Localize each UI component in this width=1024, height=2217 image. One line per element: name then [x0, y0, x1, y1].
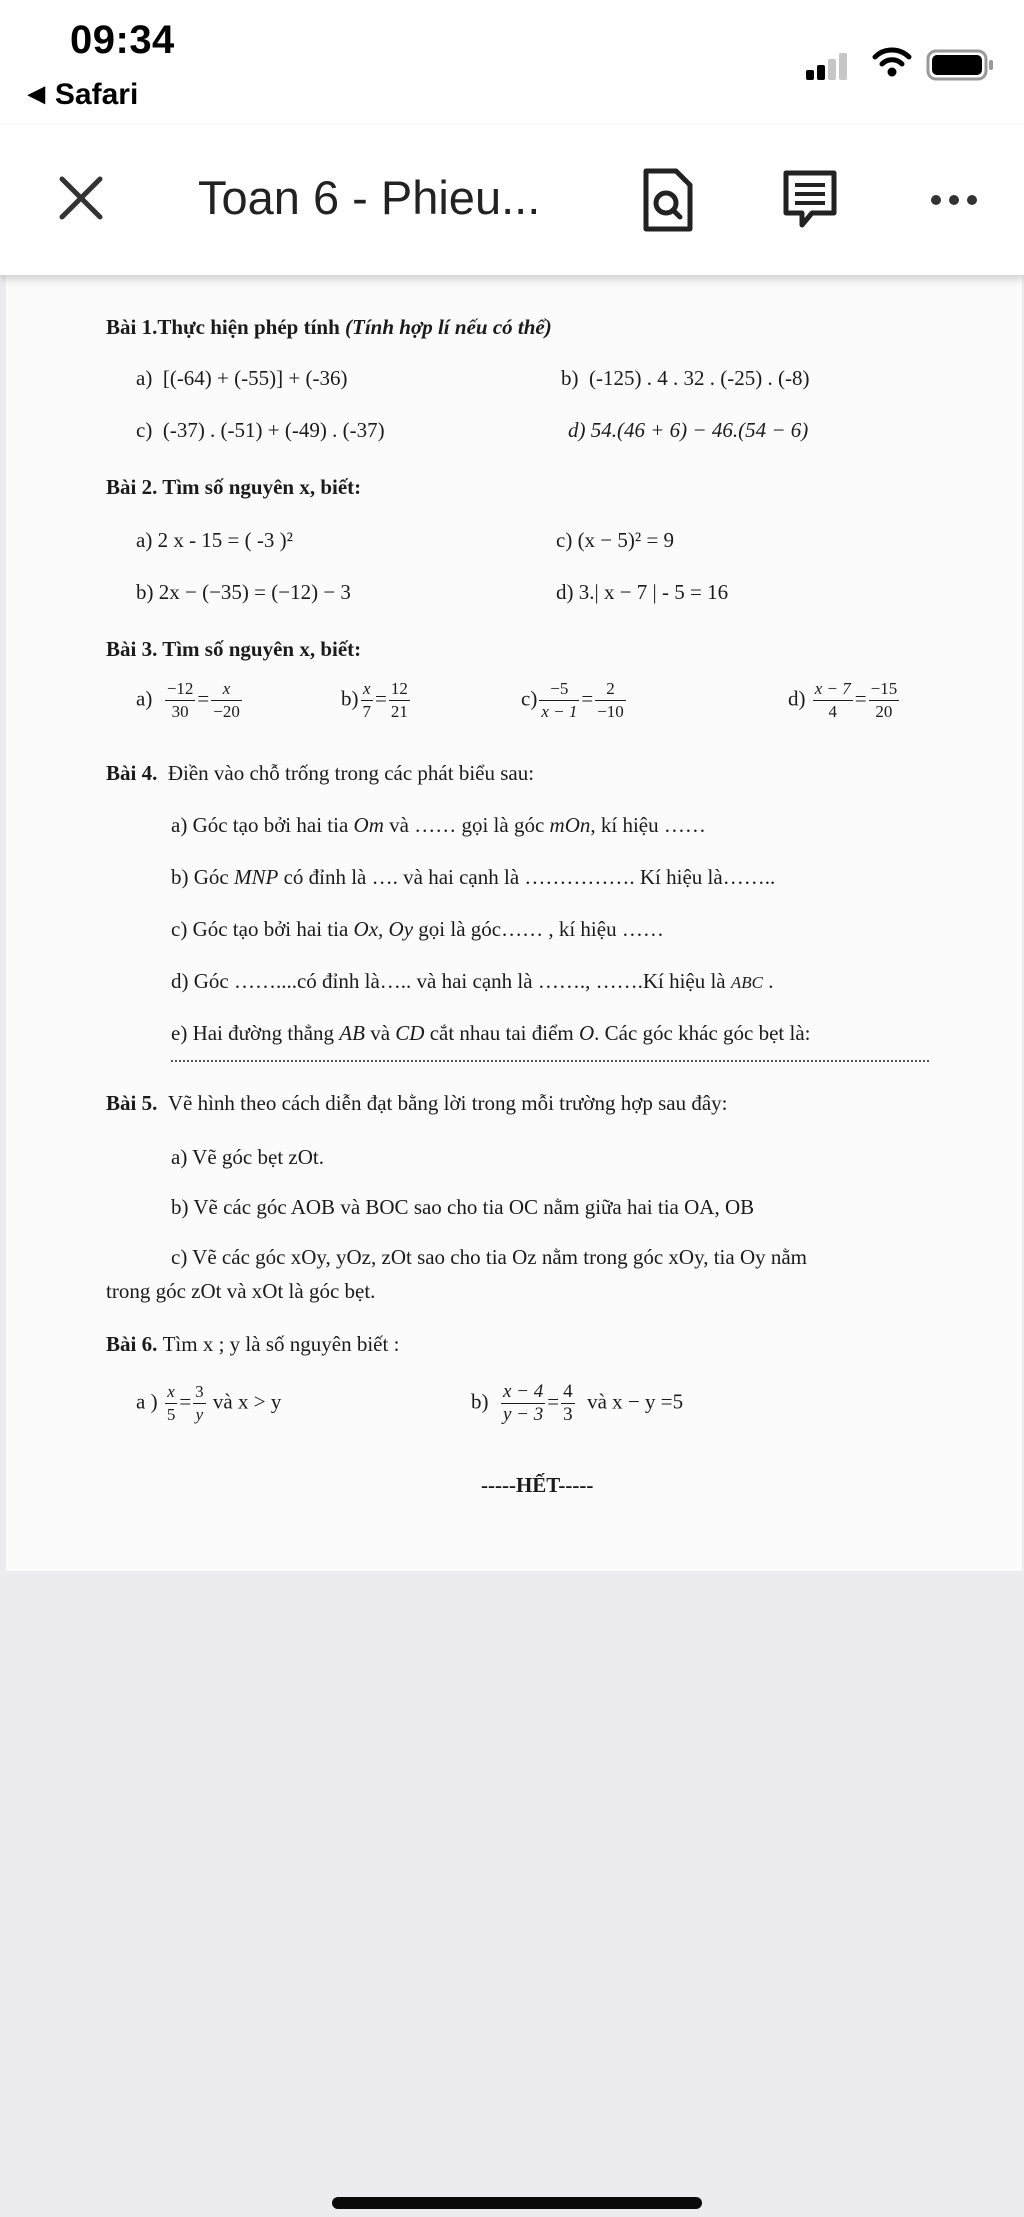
- end-marker: -----HẾT-----: [481, 1473, 594, 1497]
- bai2-d: d) 3.| x − 7 | - 5 = 16: [556, 580, 729, 604]
- wifi-icon: [872, 46, 912, 78]
- bai4-a: a) Góc tạo bởi hai tia Om và …… gọi là góc mOn, kí hiệu ……: [171, 813, 706, 837]
- bai2-heading: Bài 2. Tìm số nguyên x, biết:: [106, 475, 362, 499]
- bai6-heading: Bài 6. Tìm x ; y là số nguyên biết :: [106, 1332, 400, 1356]
- close-icon[interactable]: [50, 167, 114, 231]
- bai4-c: c) Góc tạo bởi hai tia Ox, Oy gọi là góc…… , kí hiệu ……: [171, 917, 664, 941]
- fraction: $\frac{x - 4}{y - 3}$: [503, 1381, 544, 1425]
- bai4-e: e) Hai đường thẳng AB và CD cắt nhau tai điểm O. Các góc khác góc bẹt là:: [171, 1021, 811, 1045]
- bai1-b: b) (-125) . 4 . 32 . (-25) . (-8): [561, 366, 810, 390]
- bai5-a: a) Vẽ góc bẹt zOt.: [171, 1145, 324, 1169]
- bai4-heading: Bài 4. Điền vào chỗ trống trong các phát biểu sau:: [106, 761, 535, 785]
- bai4-b: b) Góc MNP có đỉnh là …. và hai cạnh là ……………. Kí hiệu là……..: [171, 865, 776, 889]
- bai2-c: c) (x − 5)² = 9: [556, 528, 675, 552]
- bai6-a: a ) $\frac{x}{5}$ = $\frac{3}{y}$ và x > y: [136, 1382, 282, 1424]
- fraction: $\frac{x - 7}{4}$: [814, 679, 851, 721]
- fraction: $\frac{x}{5}$: [166, 1382, 176, 1424]
- answer-dotted-line: [171, 1060, 929, 1062]
- bai5-c-cont: trong góc zOt và xOt là góc bẹt.: [106, 1279, 376, 1303]
- bai5-c: c) Vẽ các góc xOy, yOz, zOt sao cho tia Oz nằm trong góc xOy, tia Oy nằm: [171, 1245, 808, 1269]
- status-time: 09:34: [70, 18, 175, 62]
- document-toolbar: [0, 125, 1024, 275]
- fraction: $\frac{2}{-10}$: [597, 679, 624, 721]
- bai1-d: d) 54.(46 + 6) − 46.(54 − 6): [568, 418, 809, 442]
- bai5-b: b) Vẽ các góc AOB và BOC sao cho tia OC nằm giữa hai tia OA, OB: [171, 1195, 755, 1219]
- bai6-b: b) $\frac{x - 4}{y - 3}$ = $\frac{4}{3}$ và x − y =5: [471, 1381, 684, 1425]
- worksheet: [6, 275, 1022, 1571]
- more-icon[interactable]: [930, 193, 978, 207]
- back-app-label: Safari: [54, 78, 139, 111]
- fraction: $\frac{-12}{30}$: [166, 679, 194, 721]
- back-arrow-icon: ◀: [28, 81, 45, 106]
- bai3-heading: Bài 3. Tìm số nguyên x, biết:: [106, 637, 362, 661]
- bai2-a: a) 2 x - 15 = ( -3 )²: [136, 528, 293, 552]
- fraction: $\frac{-15}{20}$: [870, 679, 898, 721]
- fraction: $\frac{4}{3}$: [563, 1381, 573, 1425]
- status-bar: [0, 0, 1024, 125]
- search-document-icon[interactable]: [640, 167, 696, 233]
- bai3-d: d) $\frac{x - 7}{4}$ = $\frac{-15}{20}$: [788, 679, 898, 721]
- back-to-app-button[interactable]: [28, 78, 138, 112]
- bai3-b: b) $\frac{x}{7}$ = $\frac{12}{21}$: [341, 679, 408, 721]
- fraction: $\frac{-5}{x - 1}$: [541, 679, 578, 721]
- bai2-b: b) 2x − (−35) = (−12) − 3: [136, 580, 351, 604]
- battery-icon: [926, 48, 996, 82]
- fraction: $\frac{12}{21}$: [390, 679, 408, 721]
- bai3-a: a) $\frac{-12}{30}$ = $\frac{x}{-20}$: [136, 679, 240, 721]
- bai3-c: c) $\frac{-5}{x - 1}$ = $\frac{2}{-10}$: [521, 679, 624, 721]
- document-title: Toan 6 - Phieu...: [198, 171, 541, 224]
- bai5-heading: Bài 5. Vẽ hình theo cách diễn đạt bằng lời trong mỗi trường hợp sau đây:: [106, 1091, 728, 1115]
- bai1-a: a) [(-64) + (-55)] + (-36): [136, 366, 348, 390]
- document-page[interactable]: [6, 275, 1022, 1571]
- bai4-d: d) Góc ……....có đỉnh là….. và hai cạnh là ……., …….Kí hiệu là ABC .: [171, 969, 774, 993]
- bai1-c: c) (-37) . (-51) + (-49) . (-37): [136, 418, 385, 442]
- fraction: $\frac{x}{-20}$: [213, 679, 240, 721]
- signal-icon: [806, 48, 854, 80]
- reader-mode-icon[interactable]: [782, 169, 838, 231]
- fraction: $\frac{x}{7}$: [362, 679, 371, 721]
- bai1-heading: Bài 1.Thực hiện phép tính (Tính hợp lí nếu có thể): [106, 315, 552, 339]
- home-indicator[interactable]: [332, 2197, 702, 2209]
- fraction: $\frac{3}{y}$: [195, 1382, 204, 1424]
